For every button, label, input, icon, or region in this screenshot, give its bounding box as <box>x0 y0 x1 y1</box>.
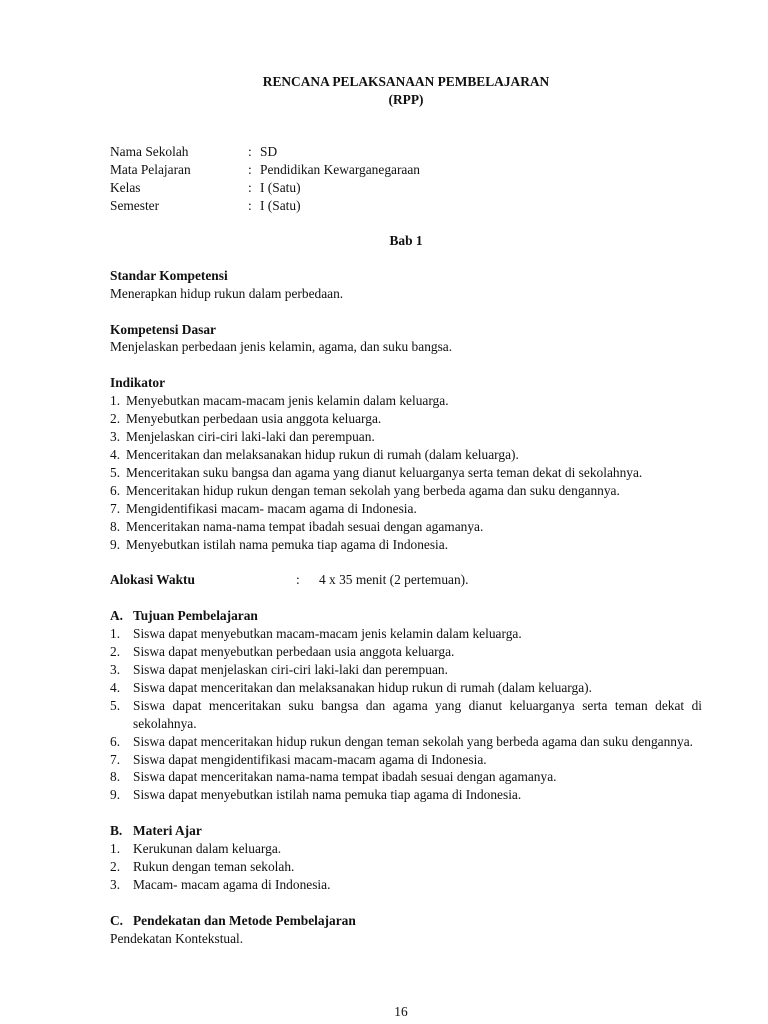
info-label: Nama Sekolah <box>110 143 189 159</box>
kompetensi-dasar-section <box>110 321 702 357</box>
list-item: 4. Menceritakan dan melaksanakan hidup rukun di rumah (dalam keluarga). <box>110 446 519 462</box>
info-value: I (Satu) <box>260 197 301 213</box>
list-item: 5. Siswa dapat menceritakan suku bangsa dan agama yang dianut keluarganya serta teman dekat di sekolahnya. <box>110 697 702 731</box>
info-row-class <box>110 179 702 197</box>
list-item: 4. Siswa dapat menceritakan dan melaksanakan hidup rukun di rumah (dalam keluarga). <box>110 679 592 695</box>
info-label: Kelas <box>110 179 141 195</box>
section-heading: C. Pendekatan dan Metode Pembelajaran <box>110 912 356 928</box>
info-row-semester <box>110 197 702 215</box>
standar-kompetensi-section <box>110 267 702 303</box>
school-info <box>110 143 702 215</box>
section-text: Menjelaskan perbedaan jenis kelamin, agama, dan suku bangsa. <box>110 339 453 355</box>
list-item: 3. Menjelaskan ciri-ciri laki-laki dan perempuan. <box>110 429 375 445</box>
info-value: I (Satu) <box>260 179 301 195</box>
list-item: 2. Menyebutkan perbedaan usia anggota keluarga. <box>110 411 382 427</box>
indikator-section <box>110 374 702 553</box>
info-row-school <box>110 143 702 161</box>
info-separator: : <box>248 197 252 213</box>
section-heading: A. Tujuan Pembelajaran <box>110 608 258 624</box>
list-item: 3. Macam- macam agama di Indonesia. <box>110 877 331 892</box>
title-line-2: (RPP) <box>388 91 424 107</box>
list-item: 8. Menceritakan nama-nama tempat ibadah sesuai dengan agamanya. <box>110 518 484 534</box>
list-item: 8. Siswa dapat menceritakan nama-nama tempat ibadah sesuai dengan agamanya. <box>110 769 557 785</box>
info-separator: : <box>248 143 252 159</box>
alokasi-label: Alokasi Waktu <box>110 572 195 588</box>
info-label: Mata Pelajaran <box>110 161 191 177</box>
list-item: 3. Siswa dapat menjelaskan ciri-ciri laki-laki dan perempuan. <box>110 662 448 678</box>
alokasi-separator: : <box>296 572 300 588</box>
list-item: 9. Menyebutkan istilah nama pemuka tiap agama di Indonesia. <box>110 536 449 552</box>
list-item: 7. Siswa dapat mengidentifikasi macam-macam agama di Indonesia. <box>110 751 487 767</box>
materi-list <box>110 840 702 894</box>
title-line-1: RENCANA PELAKSANAAN PEMBELAJARAN <box>262 74 550 89</box>
section-heading: Kompetensi Dasar <box>110 321 217 337</box>
materi-section <box>110 822 702 894</box>
list-item: 2. Siswa dapat menyebutkan perbedaan usia anggota keluarga. <box>110 644 455 660</box>
indikator-list <box>110 392 702 553</box>
chapter-heading: Bab 1 <box>389 232 423 248</box>
info-value: Pendidikan Kewarganegaraan <box>260 161 421 177</box>
list-item: 5. Menceritakan suku bangsa dan agama yang dianut keluarganya serta teman dekat di sekolahnya. <box>110 464 643 480</box>
info-separator: : <box>248 179 252 195</box>
section-text: Pendekatan Kontekstual. <box>110 930 244 946</box>
tujuan-section <box>110 607 702 804</box>
info-row-subject <box>110 161 702 179</box>
list-item: 6. Menceritakan hidup rukun dengan teman sekolah yang berbeda agama dan suku dengannya. <box>110 482 620 498</box>
list-item: 9. Siswa dapat menyebutkan istilah nama pemuka tiap agama di Indonesia. <box>110 787 522 803</box>
document-page <box>110 73 702 948</box>
list-item: 1. Menyebutkan macam-macam jenis kelamin dalam keluarga. <box>110 393 449 409</box>
list-item: 6. Siswa dapat menceritakan hidup rukun dengan teman sekolah yang berbeda agama dan suku dengannya. <box>110 733 693 749</box>
list-item: 1. Kerukunan dalam keluarga. <box>110 841 282 857</box>
info-label: Semester <box>110 197 160 213</box>
section-heading: B. Materi Ajar <box>110 823 202 839</box>
tujuan-list <box>110 625 702 804</box>
list-item: 2. Rukun dengan teman sekolah. <box>110 859 295 875</box>
info-separator: : <box>248 161 252 177</box>
document-title <box>110 73 702 109</box>
section-heading: Indikator <box>110 375 166 391</box>
alokasi-waktu <box>110 571 702 589</box>
pendekatan-section <box>110 912 702 948</box>
page-number: 16 <box>394 1004 408 1019</box>
alokasi-value: 4 x 35 menit (2 pertemuan). <box>319 572 469 588</box>
section-text: Menerapkan hidup rukun dalam perbedaan. <box>110 285 344 301</box>
info-value: SD <box>260 143 278 159</box>
list-item: 7. Mengidentifikasi macam- macam agama di Indonesia. <box>110 500 417 516</box>
section-heading: Standar Kompetensi <box>110 267 228 283</box>
list-item: 1. Siswa dapat menyebutkan macam-macam jenis kelamin dalam keluarga. <box>110 626 522 642</box>
